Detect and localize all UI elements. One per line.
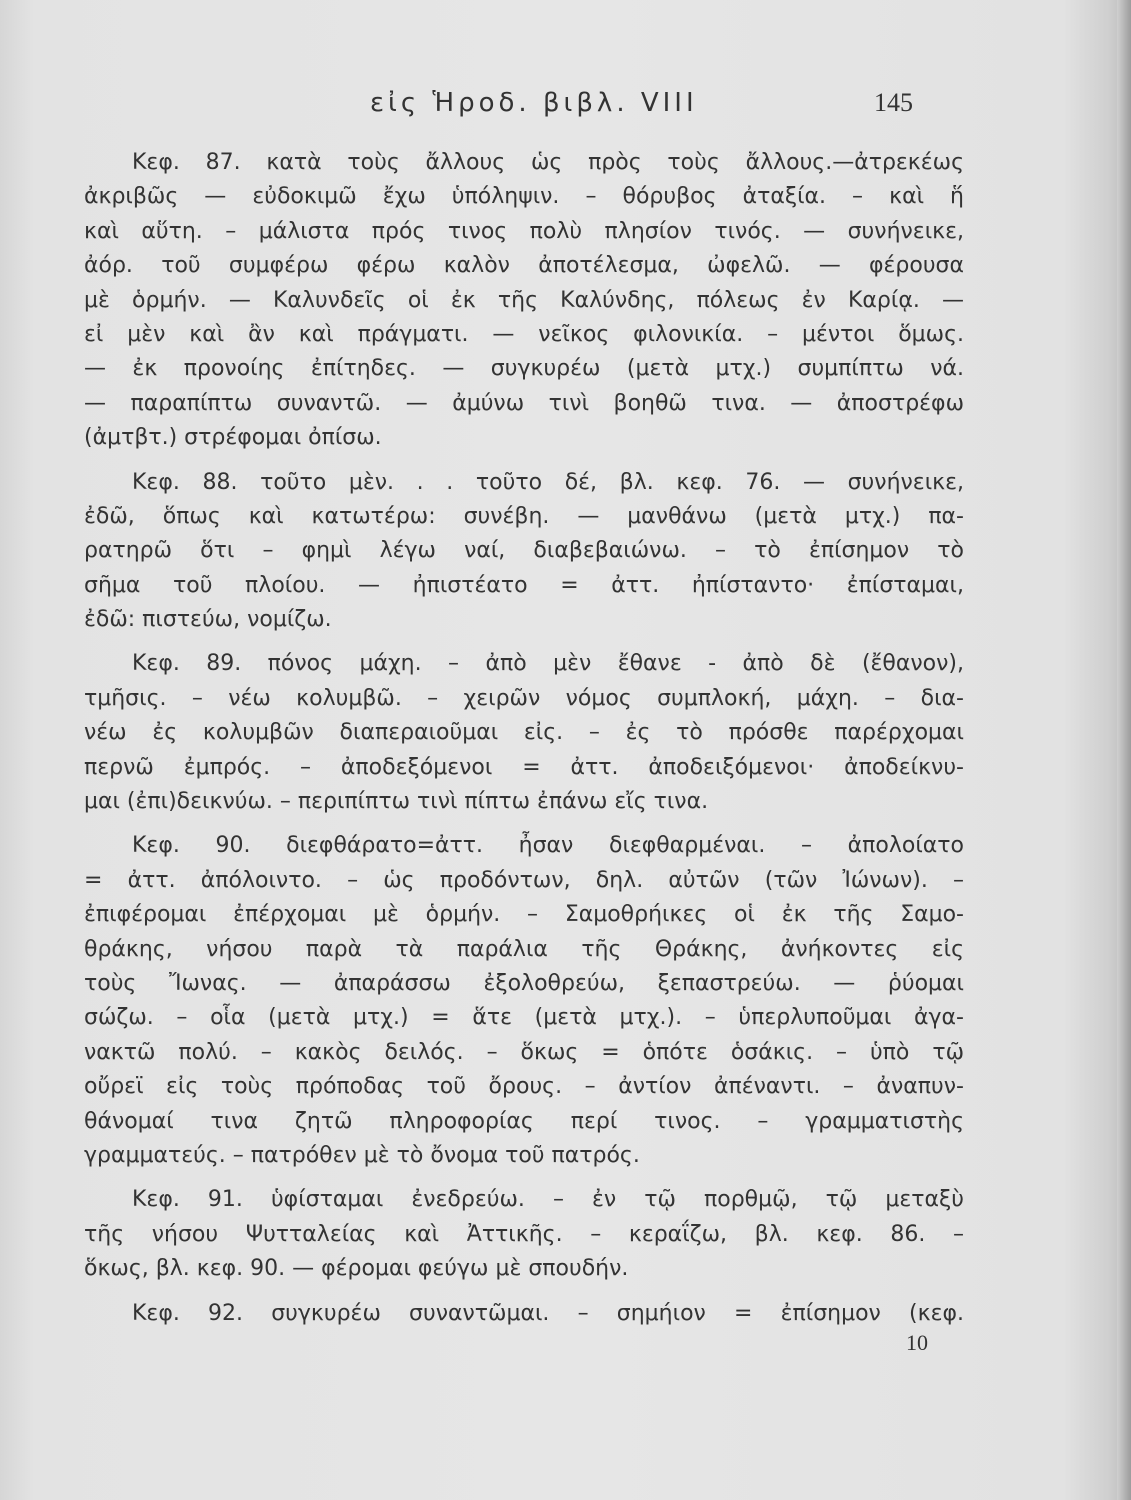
page-edge-shadow [1117,0,1131,1500]
text-line: θάνομαί τινα ζητῶ πληροφορίας περί τινος. – γραμματιστὴς [84,1108,964,1134]
running-title: εἰς Ἡροδ. βιβλ. VIII [370,88,698,118]
text-line: σώζω. – οἷα (μετὰ μτχ.) = ἅτε (μετὰ μτχ.). – ὑπερλυποῦμαι ἀγα- [84,1005,964,1031]
text-line: νακτῶ πολύ. – κακὸς δειλός. – ὅκως = ὁπότε ὁσάκις. – ὑπὸ τῷ [84,1039,964,1065]
text-line: = ἀττ. ἀπόλοιντο. – ὡς προδόντων, δηλ. αὐτῶν (τῶν Ἰώνων). – [84,867,964,893]
text-line: μαι (ἐπι)δεικνύω. – περιπίπτω τινὶ πίπτω ἐπάνω εἴς τινα. [84,789,709,815]
text-line: Κεφ. 90. διεφθάρατο=ἀττ. ἦσαν διεφθαρμέναι. – ἀπολοίατο [132,833,964,859]
text-line: ρατηρῶ ὅτι – φημὶ λέγω ναί, διαβεβαιώνω. – τὸ ἐπίσημον τὸ [84,538,964,564]
text-line: Κεφ. 91. ὑφίσταμαι ἐνεδρεύω. – ἐν τῷ πορθμῷ, τῷ μεταξὺ [132,1187,964,1213]
text-line: ὅκως, βλ. κεφ. 90. — φέρομαι φεύγω μὲ σπουδήν. [84,1256,629,1282]
text-line: ἀόρ. τοῦ συμφέρω φέρω καλὸν ἀποτέλεσμα, ὠφελῶ. — φέρουσα [84,253,964,279]
text-line: ἐδῶ, ὅπως καὶ κατωτέρω: συνέβη. — μανθάνω (μετὰ μτχ.) πα- [84,503,964,529]
text-line: Κεφ. 87. κατὰ τοὺς ἄλλους ὡς πρὸς τοὺς ἄλλους.—ἀτρεκέως [132,150,964,175]
text-line: μὲ ὁρμήν. — Καλυνδεῖς οἱ ἐκ τῆς Καλύνδης, πόλεως ἐν Καρίᾳ. — [84,287,964,313]
text-line: Κεφ. 92. συγκυρέω συναντῶμαι. – σημήιον = ἐπίσημον (κεφ. [132,1300,964,1326]
commentary-text [84,146,964,1331]
text-line: σῆμα τοῦ πλοίου. — ἠπιστέατο = ἀττ. ἠπίσταντο· ἐπίσταμαι, [84,572,964,598]
text-line: ἐδῶ: πιστεύω, νομίζω. [84,607,332,633]
text-line: — παραπίπτω συναντῶ. — ἀμύνω τινὶ βοηθῶ τινα. — ἀποστρέφω [84,390,964,416]
text-line: γραμματεύς. – πατρόθεν μὲ τὸ ὄνομα τοῦ πατρός. [84,1142,640,1168]
text-line: Κεφ. 88. τοῦτο μὲν. . . τοῦτο δέ, βλ. κεφ. 76. — συνήνεικε, [132,469,964,495]
text-line: (ἀμτβτ.) στρέφομαι ὀπίσω. [84,425,382,451]
text-line: καὶ αὕτη. – μάλιστα πρός τινος πολὺ πλησίον τινός. — συνήνεικε, [84,218,964,244]
text-line: Κεφ. 89. πόνος μάχη. – ἀπὸ μὲν ἔθανε - ἀπὸ δὲ (ἔθανον), [132,651,964,677]
text-line: οὔρεϊ εἰς τοὺς πρόποδας τοῦ ὄρους. – ἀντίον ἀπέναντι. – ἀναπυν- [84,1074,964,1100]
text-line: εἰ μὲν καὶ ἂν καὶ πράγματι. — νεῖκος φιλονικία. – μέντοι ὅμως. [84,321,964,347]
text-line: ἀκριβῶς — εὐδοκιμῶ ἔχω ὑπόληψιν. – θόρυβος ἀταξία. – καὶ ἥ [84,184,964,210]
text-line: θράκης, νήσου παρὰ τὰ παράλια τῆς Θράκης, ἀνήκοντες εἰς [84,936,964,962]
signature-mark: 10 [906,1330,928,1355]
text-line: νέω ἐς κολυμβῶν διαπεραιοῦμαι εἰς. – ἐς τὸ πρόσθε παρέρχομαι [84,720,964,746]
text-line: τμῆσις. – νέω κολυμβῶ. – χειρῶν νόμος συμπλοκή, μάχη. – δια- [84,685,964,711]
text-line: — ἐκ προνοίης ἐπίτηδες. — συγκυρέω (μετὰ μτχ.) συμπίπτω νά. [84,356,964,382]
page-number: 145 [874,88,913,117]
text-line: περνῶ ἐμπρός. – ἀποδεξόμενοι = ἀττ. ἀποδειξόμενοι· ἀποδείκνυ- [84,754,964,780]
text-line: ἐπιφέρομαι ἐπέρχομαι μὲ ὁρμήν. – Σαμοθρήικες οἱ ἐκ τῆς Σαμο- [84,902,964,928]
text-line: τοὺς Ἴωνας. — ἀπαράσσω ἐξολοθρεύω, ξεπαστρεύω. — ῥύομαι [84,970,964,996]
text-line: τῆς νήσου Ψυτταλείας καὶ Ἀττικῆς. – κεραΐζω, βλ. κεφ. 86. – [84,1221,964,1247]
